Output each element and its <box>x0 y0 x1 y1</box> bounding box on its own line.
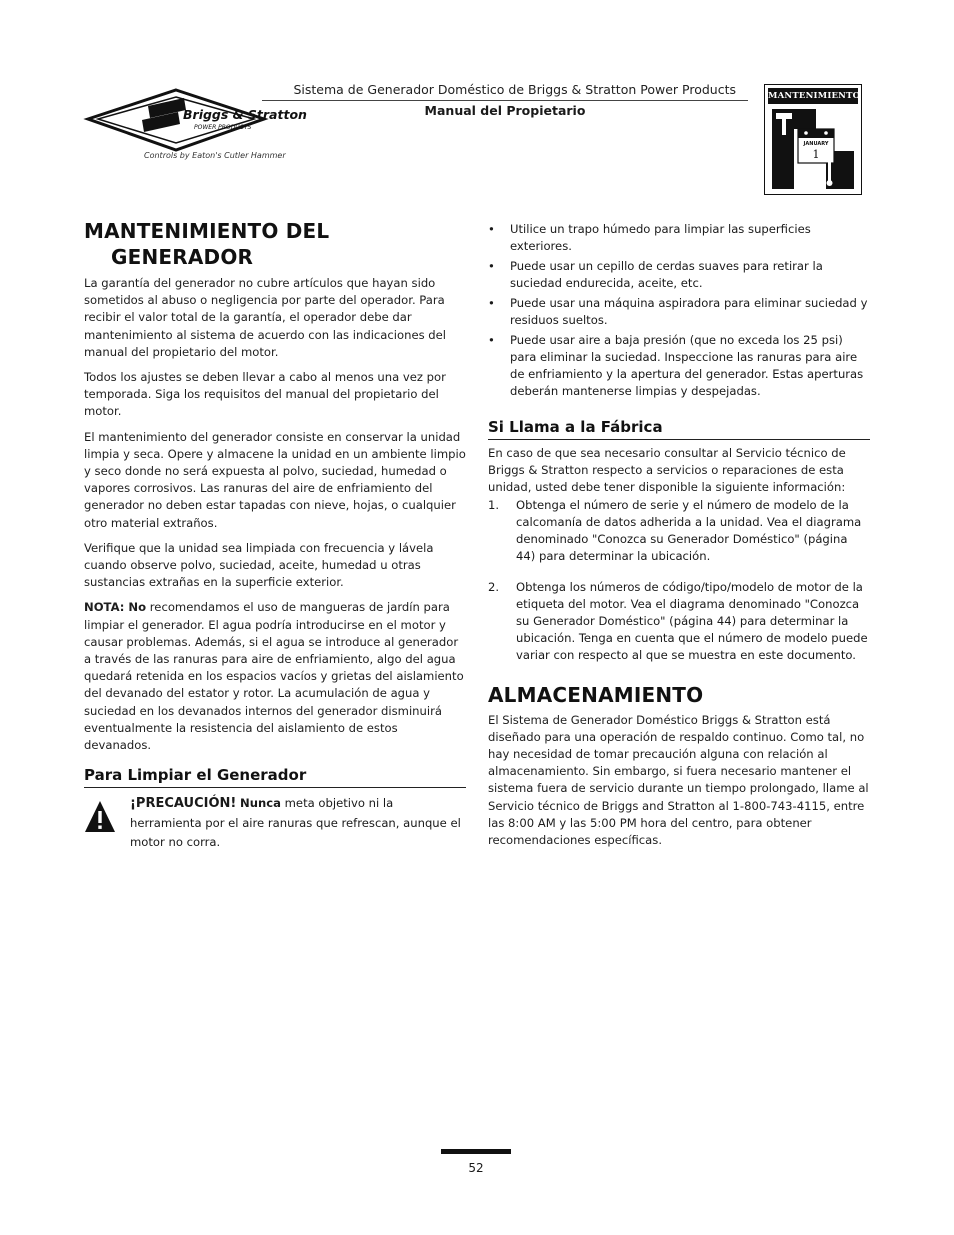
factory-steps <box>488 497 870 664</box>
bullet-icon: • <box>488 259 495 273</box>
right-column <box>488 221 870 849</box>
paragraph-note <box>84 599 466 754</box>
logo-subtext: POWER PRODUCTS <box>194 124 252 131</box>
list-item: • Utilice un trapo húmedo para limpiar las superficies exteriores. <box>488 222 811 253</box>
left-column <box>84 218 466 853</box>
logo-caption: Controls by Eaton's Cutler Hammer <box>144 151 286 160</box>
title-line-2: GENERADOR <box>111 245 254 269</box>
subhead-clean-generator: Para Limpiar el Generador <box>84 766 466 788</box>
list-item: • Puede usar aire a baja presión (que no exceda los 25 psi) para eliminar la suciedad. Inspeccione las ranuras para aire de enfriamiento y la apertura del generador. Estas aperturas deberán mantenerse limpias y despejadas. <box>488 333 864 398</box>
note-text: recomendamos el uso de mangueras de jardín para limpiar el generador. El agua podría introducirse en el motor y causar problemas. Además, si el agua se introduce al generador a través de las ranuras para aire de enfriamiento, algo del agua quedará retenida en los espacios vacíos y grietas del aislamiento del devanado del estator y rotor. La acumulación de agua y suciedad en los devanados internos del generador disminuirá eventualmente la resistencia del aislamiento de estos devanados. <box>84 600 464 753</box>
caution-text <box>84 794 466 853</box>
footer-bar <box>441 1149 511 1154</box>
paragraph-storage: El Sistema de Generador Doméstico Briggs & Stratton está diseñado para una operación de respaldo continuo. Como tal, no hay necesidad de tomar precaución alguna con relación al almacenamiento. Sin embargo, si fuera necesario mantener el sistema fuera de servicio durante un tiempo prolongado, llame al Servicio técnico de Briggs and Stratton al 1-800-743-4115, entre las 8:00 AM y las 5:00 PM hora del centro, para obtener recomendaciones específicas. <box>488 712 869 848</box>
calendar-month: JANUARY <box>803 141 829 147</box>
calendar-day: 1 <box>812 148 820 161</box>
section-title-storage: ALMACENAMIENTO <box>488 682 704 707</box>
list-item: • Puede usar una máquina aspiradora para eliminar suciedad y residuos sueltos. <box>488 296 868 327</box>
title-line-1: MANTENIMIENTO DEL <box>84 219 330 243</box>
page-number: 52 <box>468 1161 484 1175</box>
paragraph-maintenance: El mantenimiento del generador consiste en conservar la unidad limpia y seca. Opere y almacene la unidad en un ambiente limpio y seco donde no será expuesta al polvo, suciedad, humedad o vapores corrosivos. Las ranuras del aire de enfriamiento del generador no deben estar tapadas con nieve, hojas, o cualquier otro material extraños. <box>84 429 466 530</box>
bullet-icon: • <box>488 333 495 347</box>
bullet-icon: • <box>488 222 495 236</box>
paragraph-verify: Verifique que la unidad sea limpiada con frecuencia y lávela cuando observe polvo, suciedad, aceite, humedad u otras sustancias extrañas en la superficie exterior. <box>84 540 434 590</box>
header-divider <box>262 100 748 101</box>
badge-label: MANTENIMIENTO <box>768 88 858 104</box>
caution-block <box>84 794 466 853</box>
list-item: • Puede usar un cepillo de cerdas suaves para retirar la suciedad endurecida, aceite, etc. <box>488 259 823 290</box>
list-item: 2. Obtenga los números de código/tipo/modelo de motor de la etiqueta del motor. Vea el diagrama denominado "Conozca su Generador Doméstico" (página 44) para determinar la ubicación. Tenga en cuenta que el número de modelo puede variar con respecto al que se muestra en este documento. <box>488 579 868 662</box>
logo-wordmark: Briggs & Stratton <box>183 107 307 122</box>
step-number: 1. <box>488 497 500 512</box>
caution-label: ¡PRECAUCIÓN! <box>130 796 237 812</box>
paragraph-adjustments: Todos los ajustes se deben llevar a cabo al menos una vez por temporada. Siga los requisitos del manual del propietario del motor. <box>84 370 446 419</box>
paragraph-warranty: La garantía del generador no cubre artículos que hayan sido sometidos al abuso o negligencia por parte del operador. Para recibir el valor total de la garantía, el operador debe dar mantenimiento al sistema de acuerdo con las indicaciones del manual del propietario del motor. <box>84 276 447 359</box>
cleaning-list <box>488 221 870 400</box>
header-title: Sistema de Generador Doméstico de Briggs & Stratton Power Products <box>293 82 736 97</box>
header-subtitle: Manual del Propietario <box>424 103 586 118</box>
note-label: NOTA: No <box>84 600 147 615</box>
bullet-icon: • <box>488 296 495 310</box>
paragraph-factory-intro: En caso de que sea necesario consultar al Servicio técnico de Briggs & Stratton respecto a servicios o reparaciones de esta unidad, usted debe tener disponible la siguiente información: <box>488 446 846 495</box>
list-item: 1. Obtenga el número de serie y el número de modelo de la calcomanía de datos adherida a la unidad. Vea el diagrama denominado "Conozca su Generador Doméstico" (página 44) para determinar la ubicación. <box>488 497 862 563</box>
warning-icon <box>84 800 116 834</box>
subhead-call-factory: Si Llama a la Fábrica <box>488 418 870 440</box>
caution-body: meta objetivo ni la herramienta por el aire ranuras que refrescan, aunque el motor no corra. <box>130 796 461 850</box>
section-title-maintenance <box>84 218 466 270</box>
wrench-calendar-icon <box>768 105 858 191</box>
maintenance-badge <box>764 84 862 195</box>
page-header <box>262 82 748 119</box>
step-number: 2. <box>488 579 500 594</box>
caution-emphasis: Nunca <box>240 796 281 811</box>
